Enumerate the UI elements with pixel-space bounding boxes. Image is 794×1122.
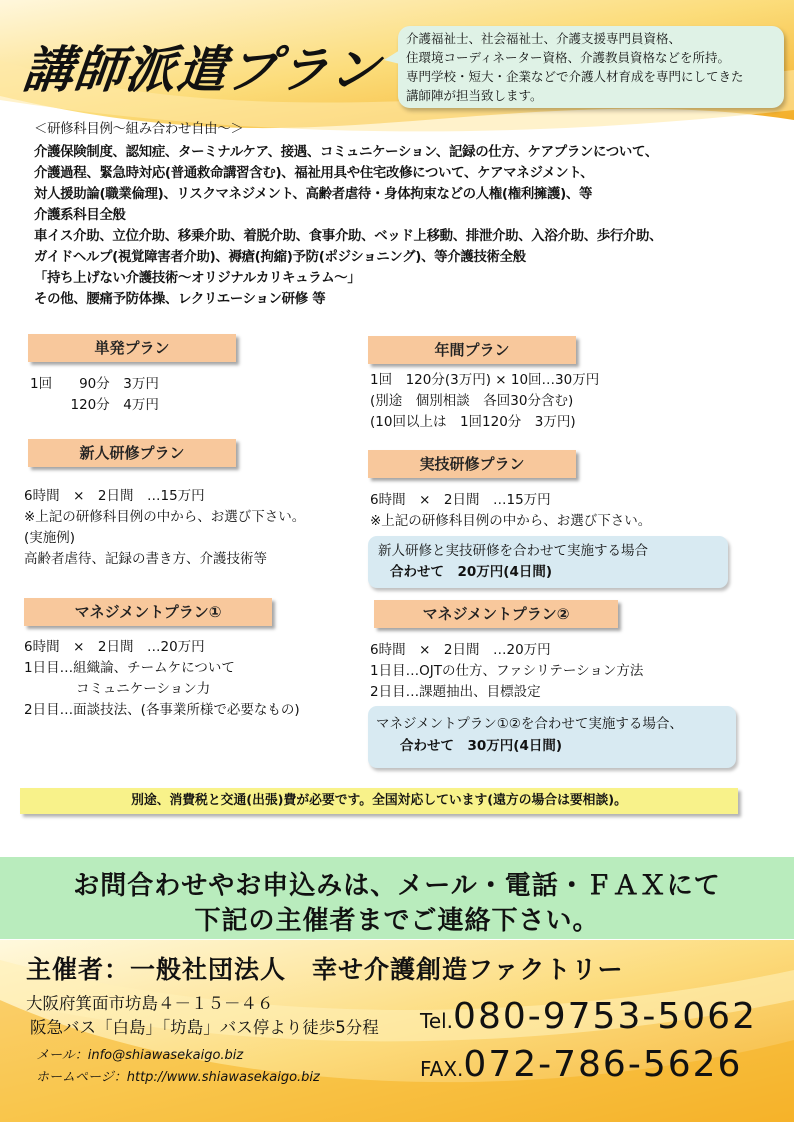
plan-mgmt1-text: 1日目…組織論、チームケについて: [24, 660, 235, 676]
subject-line: 介護系科目全般: [34, 208, 126, 223]
bubble-tail: [382, 48, 402, 68]
plan-newcomer-header: 新人研修プラン: [28, 439, 236, 467]
subjects-heading: ＜研修科目例～組み合わせ自由～＞: [34, 122, 244, 137]
plan-mgmt2-text: 1日目…OJTの仕方、ファシリテーション方法: [370, 663, 644, 679]
organizer-name: 主催者：一般社団法人 幸せ介護創造ファクトリー: [26, 955, 624, 984]
plan-practical-text: ※上記の研修科目例の中から、お選び下さい。: [370, 513, 652, 529]
combo-text: 新人研修と実技研修を合わせて実施する場合: [378, 543, 648, 559]
plan-mgmt1-text: コミュニケーション力: [76, 681, 211, 697]
plan-newcomer-text: 6時間 × 2日間 …15万円: [24, 488, 205, 504]
plan-newcomer-text: (実施例): [24, 530, 76, 546]
tel-prefix: Tel.: [420, 1009, 454, 1033]
subject-line: 対人援助論(職業倫理)、リスクマネジメント、高齢者虐待・身体拘束などの人権(権利擁護)、等: [34, 187, 593, 202]
tel-block: [420, 996, 757, 1037]
subject-line: ガイドヘルプ(視覚障害者介助)、褥瘡(拘縮)予防(ポジショニング)、等介護技術全般: [34, 250, 526, 265]
plan-mgmt1-text: 2日目…面談技法、(各事業所様で必要なもの): [24, 702, 300, 718]
page-title: 講師派遣プラン: [20, 40, 384, 99]
subject-line: 「持ち上げない介護技術～オリジナルカリキュラム～」: [34, 271, 361, 286]
expenses-note: 別途、消費税と交通(出張)費が必要です。全国対応しています(遠方の場合は要相談)。: [20, 788, 738, 814]
contact-line-2: 下記の主催者までご連絡下さい。: [194, 906, 600, 936]
fax-prefix: FAX.: [420, 1057, 464, 1081]
subject-line: 介護保険制度、認知症、ターミナルケア、接遇、コミュニケーション、記録の仕方、ケアプランについて、: [34, 145, 658, 160]
plan-newcomer-text: 高齢者虐待、記録の書き方、介護技術等: [24, 551, 267, 567]
address-line-2: 阪急バス「白島」「坊島」バス停より徒歩5分程: [30, 1018, 379, 1037]
bubble-text: 介護福祉士、社会福祉士、介護支援専門員資格、: [406, 31, 682, 46]
fax-number: 072-786-5626: [463, 1044, 743, 1085]
plan-annual-text: (10回以上は 1回120分 3万円): [370, 414, 576, 430]
plan-mgmt1-text: 6時間 × 2日間 …20万円: [24, 639, 205, 655]
combo-price: 合わせて 30万円(4日間): [400, 738, 563, 754]
plan-mgmt2-header: マネジメントプラン②: [374, 600, 618, 628]
email-link[interactable]: メール：info@shiawasekaigo.biz: [36, 1048, 244, 1063]
plan-single-header: 単発プラン: [28, 334, 236, 362]
fax-block: [420, 1044, 742, 1085]
contact-line-1: お問合わせやお申込みは、メール・電話・ＦＡＸにて: [73, 871, 721, 901]
bubble-text: 住環境コーディネーター資格、介護教員資格などを所持。: [406, 50, 731, 65]
combo-price: 合わせて 20万円(4日間): [390, 564, 553, 580]
address-line-1: 大阪府箕面市坊島４－１５－４６: [26, 994, 274, 1013]
plan-newcomer-text: ※上記の研修科目例の中から、お選び下さい。: [24, 509, 306, 525]
subject-line: 介護過程、緊急時対応(普通救命講習含む)、福祉用具や住宅改修について、ケアマネジメント、: [34, 166, 594, 181]
plan-single-text: 120分 4万円: [30, 397, 159, 413]
plan-annual-text: 1回 120分(3万円) × 10回…30万円: [370, 372, 600, 388]
plan-practical-text: 6時間 × 2日間 …15万円: [370, 492, 551, 508]
plan-mgmt2-text: 6時間 × 2日間 …20万円: [370, 642, 551, 658]
bubble-text: 講師陣が担当致します。: [406, 88, 543, 103]
subject-line: 車イス介助、立位介助、移乗介助、着脱介助、食事介助、ベッド上移動、排泄介助、入浴介助、歩行介助、: [34, 229, 663, 244]
subject-line: その他、腰痛予防体操、レクリエーション研修 等: [34, 292, 326, 307]
plan-annual-text: (別途 個別相談 各回30分含む): [370, 393, 574, 409]
plan-practical-header: 実技研修プラン: [368, 450, 576, 478]
plan-mgmt2-text: 2日目…課題抽出、目標設定: [370, 684, 541, 700]
homepage-link[interactable]: ホームページ：http://www.shiawasekaigo.biz: [36, 1070, 320, 1085]
plan-annual-header: 年間プラン: [368, 336, 576, 364]
bubble-text: 専門学校・短大・企業などで介護人材育成を専門にしてきた: [406, 69, 744, 84]
plan-mgmt1-header: マネジメントプラン①: [24, 598, 272, 626]
plan-single-text: 1回 90分 3万円: [30, 376, 159, 392]
combo-text: マネジメントプラン①②を合わせて実施する場合、: [376, 716, 683, 732]
tel-number[interactable]: 080-9753-5062: [453, 996, 757, 1037]
